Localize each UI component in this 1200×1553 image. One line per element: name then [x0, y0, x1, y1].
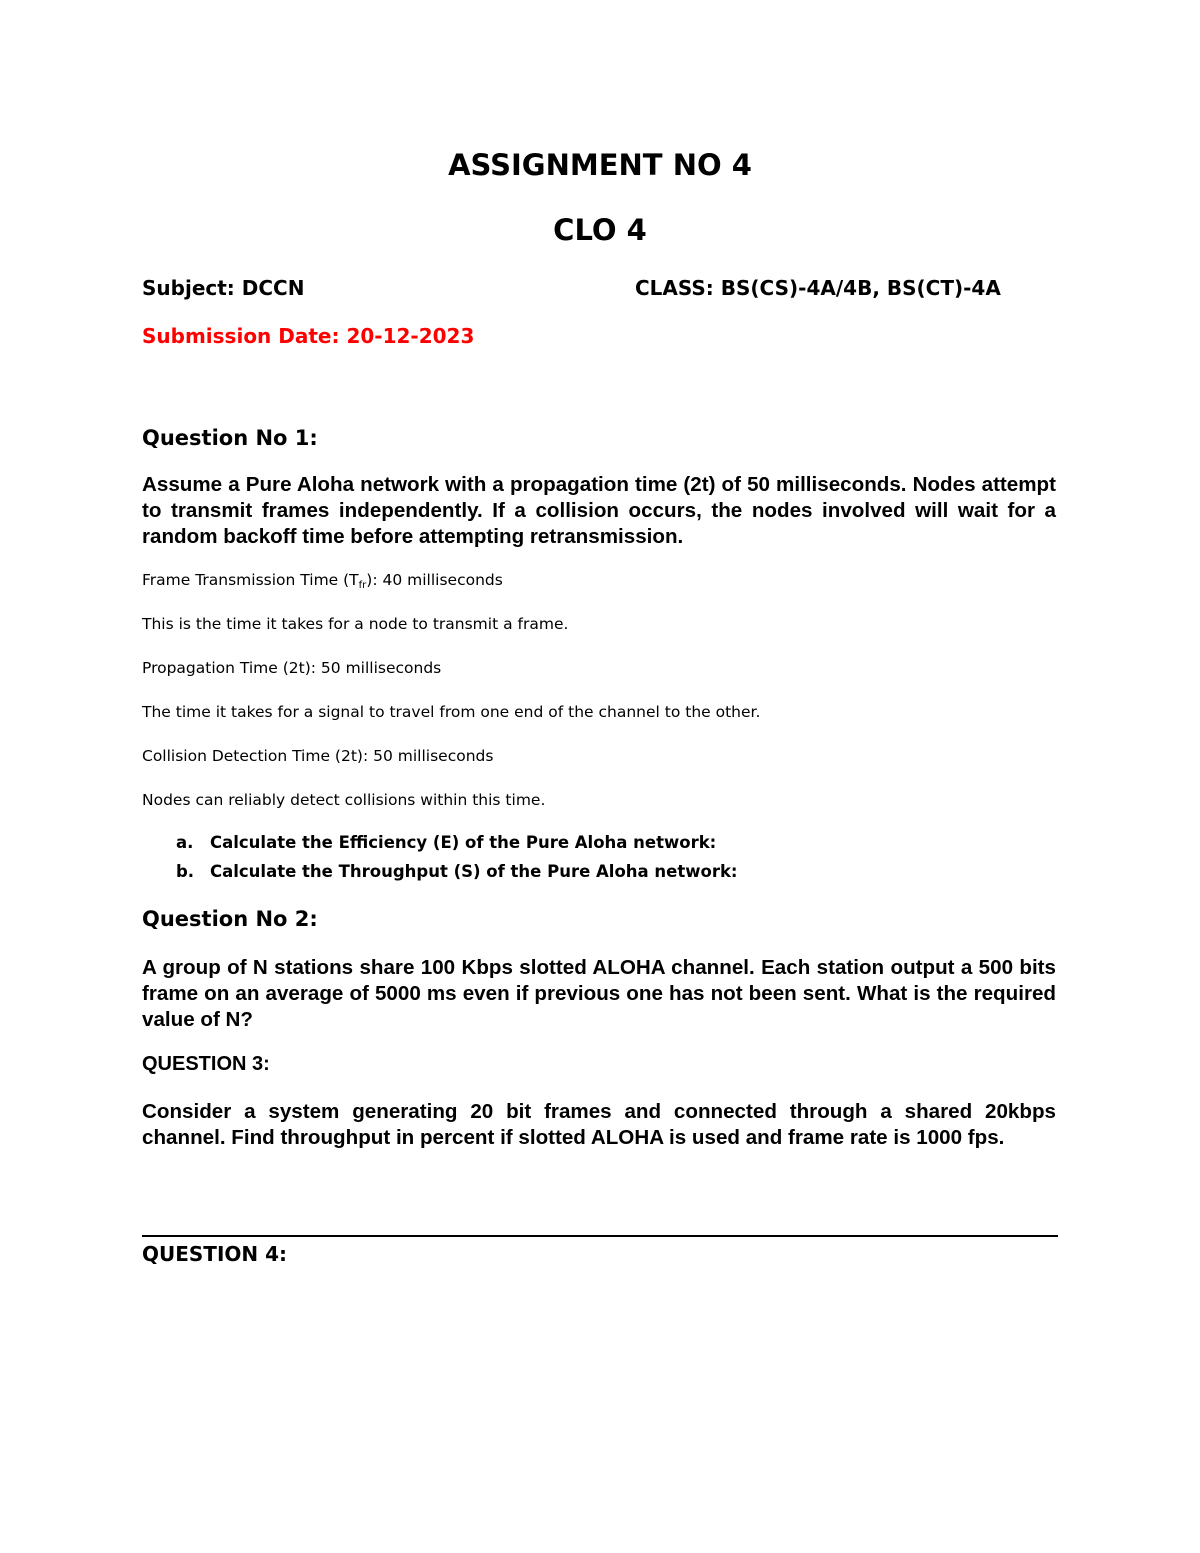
propagation-time: Propagation Time (2t): 50 milliseconds	[142, 659, 442, 677]
frame-time-suffix: ): 40 milliseconds	[366, 571, 503, 589]
subject-label: Subject: DCCN	[142, 276, 305, 300]
collision-note: Nodes can reliably detect collisions within this time.	[142, 791, 546, 809]
question-1-heading: Question No 1:	[142, 426, 318, 450]
question-4-heading: QUESTION 4:	[142, 1242, 288, 1266]
frame-time-subscript: fr	[358, 580, 367, 591]
question-2-heading: Question No 2:	[142, 907, 318, 931]
clo-heading: CLO 4	[553, 213, 647, 247]
propagation-note: The time it takes for a signal to travel from one end of the channel to the other.	[142, 703, 761, 721]
horizontal-rule	[142, 1235, 1058, 1237]
question-3-heading: QUESTION 3:	[142, 1053, 270, 1075]
question-2-paragraph: A group of N stations share 100 Kbps slotted ALOHA channel. Each station output a 500 bits frame on an average of 5000 ms even if previous one has not been sent. What is the required value of N?	[142, 956, 1056, 1031]
question-3-paragraph: Consider a system generating 20 bit frames and connected through a shared 20kbps channel. Find throughput in percent if slotted ALOHA is used and frame rate is 1000 fps.	[142, 1100, 1056, 1149]
list-item-marker-a: a.	[176, 833, 194, 852]
assignment-title: ASSIGNMENT NO 4	[448, 148, 752, 182]
list-item-efficiency: Calculate the Efficiency (E) of the Pure Aloha network:	[210, 833, 717, 852]
frame-time-note: This is the time it takes for a node to transmit a frame.	[142, 615, 569, 633]
frame-time-prefix: Frame Transmission Time (T	[142, 571, 359, 589]
submission-date: Submission Date: 20-12-2023	[142, 324, 475, 348]
question-1-paragraph: Assume a Pure Aloha network with a propagation time (2t) of 50 milliseconds. Nodes attempt to transmit frames independently. If a collision occurs, the nodes involved will wait for a random backoff time before attempting retransmission.	[142, 473, 1056, 548]
list-item-throughput: Calculate the Throughput (S) of the Pure Aloha network:	[210, 862, 738, 881]
collision-detection-time: Collision Detection Time (2t): 50 milliseconds	[142, 747, 494, 765]
class-label: CLASS: BS(CS)-4A/4B, BS(CT)-4A	[635, 276, 1001, 300]
list-item-marker-b: b.	[176, 862, 195, 881]
frame-transmission-time	[142, 571, 503, 591]
